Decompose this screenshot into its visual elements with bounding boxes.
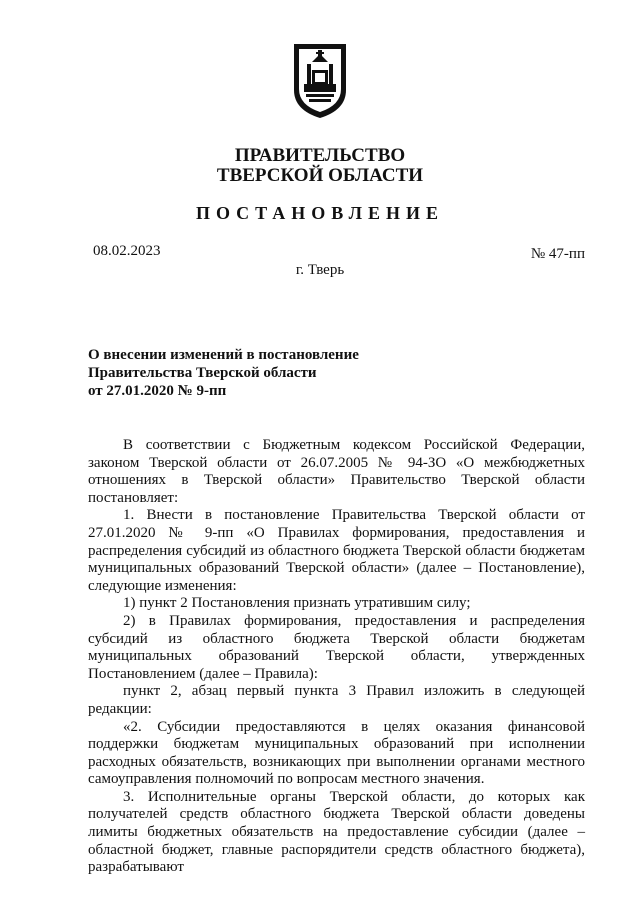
paragraph-preamble: В соответствии с Бюджетным кодексом Российской Федерации, законом Тверской области от 26.07.2005 № 94-ЗО «О межбюджетных отношениях в Тверской области» Правительство Тверской области постановляет:	[88, 437, 585, 506]
paragraph-quoted-3: 3. Исполнительные органы Тверской области, до которых как получателей средств областного бюджета Тверской области доведены лимиты бюджетных обязательств на предоставление субсидии (далее – областной бюджет, главные распорядители средств областного бюджета), разрабатывают	[88, 788, 585, 876]
paragraph-amend-instruction: пункт 2, абзац первый пункта 3 Правил изложить в следующей редакции:	[88, 683, 585, 717]
paragraph-subitem-1: 1) пункт 2 Постановления признать утратившим силу;	[123, 595, 471, 612]
government-name-line1: ПРАВИТЕЛЬСТВО	[234, 145, 406, 166]
paragraph-subitem-2: 2) в Правилах формирования, предоставления и распределения субсидий из областного бюджета Тверской области бюджетам муниципальных образований Тверской области, утвержденных Постановлением (далее – Правила):	[88, 612, 585, 682]
subject-line-2: Правительства Тверской области	[88, 365, 317, 381]
emblem	[290, 40, 350, 120]
tver-oblast-coat-of-arms-icon	[290, 40, 350, 120]
document-city: г. Тверь	[295, 262, 345, 278]
government-name-line2: ТВЕРСКОЙ ОБЛАСТИ	[216, 165, 424, 186]
subject-line-3: от 27.01.2020 № 9-пп	[88, 383, 227, 399]
document-type: ПОСТАНОВЛЕНИЕ	[195, 203, 445, 223]
document-date: 08.02.2023	[93, 243, 161, 259]
paragraph-item-1: 1. Внести в постановление Правительства Тверской области от 27.01.2020 № 9-пп «О Правилах формирования, предоставления и распределения субсидий из областного бюджета Тверской области бюджетам муниципальных образований Тверской области» (далее – Постановление), следующие изменения:	[88, 507, 585, 594]
subject-line-1: О внесении изменений в постановление	[88, 347, 359, 363]
document-subject	[88, 346, 508, 400]
document-body	[88, 437, 585, 877]
document-number: № 47-пп	[530, 246, 585, 262]
paragraph-quoted-2: «2. Субсидии предоставляются в целях оказания финансовой поддержки бюджетам муниципальных образований при исполнении расходных обязательств, возникающих при выполнении органами местного самоуправления полномочий по вопросам местного значения.	[88, 718, 585, 788]
